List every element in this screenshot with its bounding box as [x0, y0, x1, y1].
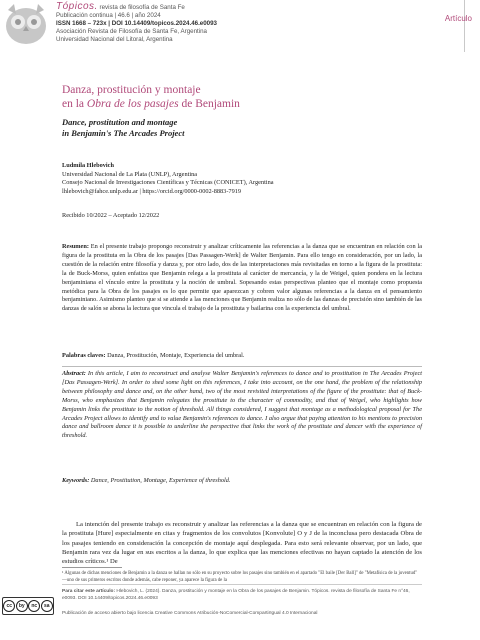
- palabras-label: Palabras claves:: [62, 352, 106, 359]
- resumen-label: Resumen:: [62, 243, 89, 250]
- title-english: [62, 117, 382, 139]
- keywords-label: Keywords:: [62, 477, 90, 484]
- palabras-text: Danza, Prostitución, Montaje, Experiencia del umbral.: [107, 352, 245, 359]
- keywords-text: Dance, Prostitution, Montage, Experience of threshold.: [90, 477, 231, 484]
- header-divider: [464, 0, 465, 52]
- section-label: Artículo: [444, 14, 472, 23]
- license-text: Publicación de acceso abierto bajo licencia Creative Commons Atribución-NoComercial-CompartirIgual 4.0 Internacional: [62, 611, 318, 616]
- divider: [62, 584, 422, 585]
- resumen-text: En el presente trabajo propongo reconstruir y analizar críticamente las referencias a la danza que se encuentran en relación con la figura de la prostituta en la Obra de los pasajes [Das Passagen-Werk] de Walter Benjamin. Para ello tengo en consideración, por un lado, la cuestión de la relación entre filosofía y danza y, por otro lado, dos de las interpretaciones más revisitadas en torno a la figura de la prostituta: la de Buck-Morss, quien enfatiza que Benjamin relega a la prostituta al carácter de mercancía, y la de Weigel, quien pondera en la lectura benjaminiana el vínculo entre la prostituta y la noción de umbral. Sopesando estas perspectivas planteo que el montaje como propuesta metódica para la Obra de los pasajes es lo que permite que aparezcan y cobren valor algunas referencias a la danza en el pensamiento benjaminiano. Asimismo planteo que si se atiende a las menciones que Benjamin realiza no sólo de las danzas de precisión sino también de las danzas de salón se abona la lectura que vincula el trabajo de la prostituta y bailarina con la experiencia del umbral.: [62, 243, 422, 313]
- palabras-claves: [62, 352, 422, 359]
- author-block: [62, 162, 422, 196]
- title-en-line1: Dance, prostitution and montage: [62, 117, 178, 127]
- title-spanish: [62, 83, 382, 111]
- abstract: [62, 370, 422, 441]
- footnote-divider: [62, 567, 122, 568]
- title-es-post: de Benjamin: [178, 98, 240, 110]
- journal-name: Tópicos.: [56, 1, 98, 12]
- citation-label: Para citar este artículo:: [62, 589, 116, 594]
- footnote: ¹ Algunas de dichas menciones de Benjamin a la danza se hallan no sólo en su proyecto sobre los pasajes sino también en el apartado "El baile [Der Ball]" de "Metafísica de la juventud" —uno de sus primeros escritos donde además, cabe reponer, ya aparece la figura de la: [62, 571, 418, 583]
- university: Universidad Nacional del Litoral, Argentina: [56, 36, 173, 43]
- body-paragraph: La intención del presente trabajo es reconstruir y analizar las referencias a la danza que se encuentran en relación con la figura de la prostituta [Hure] especialmente en citas y fragmentos de los convolutos [Konvolute] O y J de la inconclusa pero destacada Obra de los pasajes teniendo en consideración la concepción de montaje aquí desplegada. Para esto será relevante observar, por un lado, que Benjamin rara vez da lugar en sus escritos a la danza, lo que explica que las menciones efectivas no hayan captado la atención de los estudios críticos.¹ De: [62, 521, 422, 566]
- citation-text: Hlebovich, L. (2024). Danza, prostitución y montaje en la Obra de los pasajes de Benjamin. Tópicos. revista de filosofía de Santa Fe n°46, e0093. DOI 10.14409/topicos.2024.46.e0093: [62, 589, 410, 601]
- abstract-label: Abstract:: [62, 370, 86, 377]
- affiliation-1: Universidad Nacional de La Plata (UNLP), Argentina: [62, 170, 198, 178]
- title-es-italic: Obra de los pasajes: [86, 98, 179, 110]
- owl-logo-icon: [0, 0, 52, 44]
- journal-info: [56, 3, 316, 44]
- resumen: [62, 243, 422, 314]
- nc-icon: nc: [28, 600, 40, 612]
- issn-doi: ISSN 1668 – 723x | DOI 10.14409/topicos.2024.46.e0093: [56, 20, 217, 27]
- cc-license-badge[interactable]: [2, 597, 54, 615]
- cc-icon: cc: [3, 600, 15, 612]
- citation: [62, 589, 422, 602]
- divider: [62, 366, 422, 367]
- publication-info: Publicación continua | 46.6 | año 2024: [56, 12, 161, 19]
- journal-subtitle: revista de filosofía de Santa Fe: [99, 4, 185, 11]
- title-es-line1: Danza, prostitución y montaje: [62, 84, 201, 96]
- by-icon: by: [16, 600, 28, 612]
- sa-icon: sa: [41, 600, 53, 612]
- author-contact[interactable]: lhlebovich@fahce.unlp.edu.ar | https://orcid.org/0000-0002-8883-7919: [62, 187, 242, 195]
- title-es-pre: en la: [62, 98, 87, 110]
- author-name: Ludmila Hlebovich: [62, 162, 114, 169]
- affiliation-2: Consejo Nacional de Investigaciones Científicas y Técnicas (CONICET), Argentina: [62, 179, 274, 187]
- title-en-line2: in Benjamin's The Arcades Project: [62, 128, 185, 138]
- abstract-text: In this article, I aim to reconstruct and analyse Walter Benjamin's references to dance and to prostitution in The Arcades Project [Das Passagen-Werk]. In order to shed some light on this references, I take into account, on the one hand, the problem of the relationship between philosophy and dance and, on the other hand, two of the most revisited interpretations of the figure of the prostitute: that of Buck-Morss, who emphasizes that Benjamin relegates the prostitute to the character of commodity, and that of Weigel, who highlights how Benjamin links the prostitute to the notion of threshold. All things considered, I suggest that montage as a methodological proposal for The Arcades Project allows to identify and to value Benjamin's references to dance. I also argue that paying attention to his mentions to precision dance and ballroom dance it is possible to underline the perspective that links the work of the prostitute and dancer with the experience of threshold.: [62, 370, 423, 440]
- association: Asociación Revista de Filosofía de Santa Fe, Argentina: [56, 28, 207, 35]
- keywords: [62, 477, 422, 484]
- received-accepted-dates: Recibido 10/2022 – Aceptado 12/2022: [62, 212, 160, 219]
- title-es-line2: [62, 97, 382, 111]
